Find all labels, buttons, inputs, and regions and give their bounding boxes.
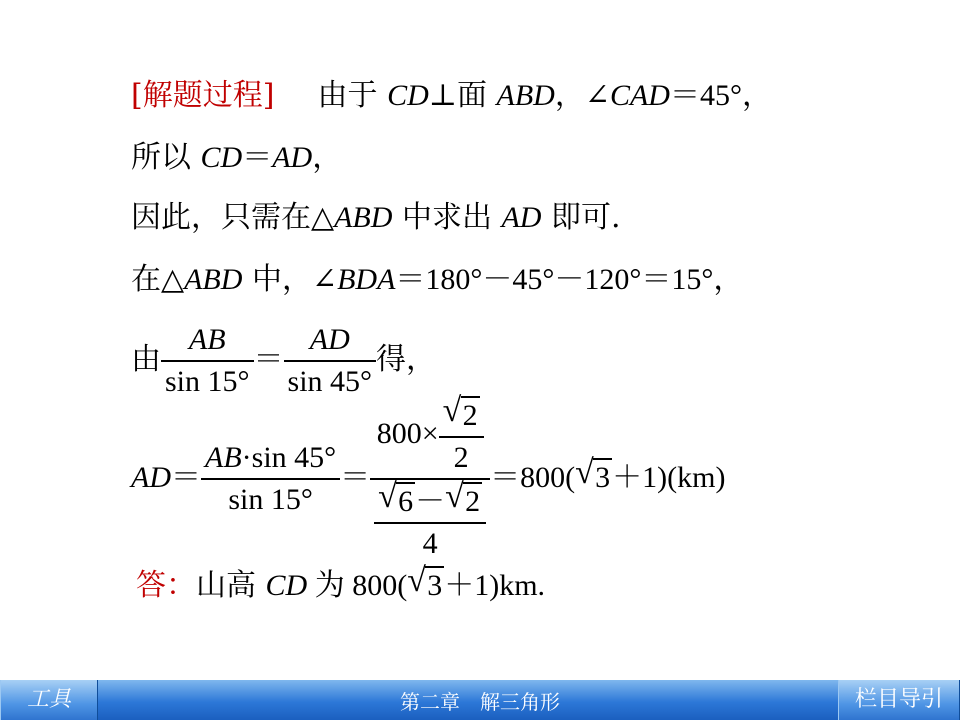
sqrt-3 [407, 562, 444, 604]
line6-eq2: ＝ [340, 460, 371, 495]
footer-bar [0, 680, 960, 720]
chapter-title: 第二章 解三角形 [400, 690, 560, 714]
answer-mid: 为 800( [307, 569, 408, 602]
fraction-ab-over-sin15 [161, 322, 254, 400]
line-4 [131, 262, 743, 298]
radical-sign-icon: √ [378, 478, 397, 515]
line3-mid: 中求出 [392, 200, 502, 235]
numerator-ab: AB [205, 441, 242, 474]
line6-tail: ＋1)(km) [612, 461, 726, 494]
fraction-denominator: 4 [422, 527, 438, 560]
line1-perp: ⊥面 [428, 78, 497, 113]
answer-label: 答： [136, 568, 196, 603]
line4-mid: 中，∠ [242, 262, 338, 297]
line4-abd: ABD [184, 263, 243, 296]
fraction-ad-over-sin45 [284, 322, 377, 400]
line5-eq: ＝ [253, 342, 284, 377]
fraction-denominator: sin 15° [228, 483, 313, 516]
numerator-800x: 800× [376, 416, 439, 450]
line1-cd: CD [387, 79, 429, 112]
line-3 [131, 200, 621, 236]
sqrt-6 [378, 478, 415, 520]
line1-angle: ，∠ [554, 78, 610, 113]
line1-abd: ABD [496, 79, 555, 112]
answer-cd: CD [265, 569, 308, 602]
fraction-sqrt2-over-2 [439, 392, 484, 476]
minus-sign: － [415, 485, 446, 518]
line1-value: ＝45°， [669, 79, 772, 112]
radical-sign-icon: √ [575, 454, 594, 491]
compound-fraction [370, 392, 490, 562]
line6-eq1: ＝ [171, 460, 201, 495]
line2-eq: ＝ [242, 140, 273, 175]
line4-value: ＝180°－45°－120°＝15°， [395, 263, 744, 296]
line5-pre: 由 [131, 342, 161, 377]
line1-text: 由于 [317, 78, 388, 113]
line5-post: 得， [376, 342, 437, 377]
line3-abd: ABD [334, 201, 393, 234]
fraction-denominator: sin 15° [165, 365, 250, 398]
sqrt-value: 2 [461, 396, 480, 434]
tools-button[interactable]: 工具 [0, 680, 98, 720]
line6-eq3: ＝800( [490, 461, 576, 494]
line2-post: ， [312, 140, 343, 175]
line2-ad: AD [272, 141, 313, 174]
numerator-rest: ·sin 45° [241, 441, 337, 474]
sqrt-value: 6 [396, 482, 415, 520]
radical-sign-icon: √ [442, 392, 462, 429]
line4-pre: 在△ [131, 262, 185, 297]
line6-lhs: AD [131, 461, 171, 494]
fraction-numerator [439, 392, 484, 438]
line-5 [131, 322, 436, 400]
line2-pre: 所以 [131, 140, 201, 175]
answer-pre: 山高 [196, 568, 266, 603]
fraction-ab-sin45-over-sin15 [201, 440, 340, 518]
radical-sign-icon: √ [407, 562, 426, 599]
sqrt-value: 3 [593, 458, 612, 496]
line-6 [131, 392, 726, 562]
heading-label: [解题过程] [131, 78, 275, 113]
fraction-denominator: sin 45° [287, 365, 373, 398]
line2-cd: CD [200, 141, 243, 174]
line3-post: 即可. [541, 200, 621, 235]
line3-ad: AD [501, 201, 542, 234]
sqrt-3 [575, 454, 612, 496]
line-1 [131, 78, 772, 114]
radical-sign-icon: √ [445, 478, 464, 515]
compound-numerator [370, 392, 490, 480]
fraction-numerator: AD [284, 322, 377, 362]
fraction-numerator: AB [161, 322, 254, 362]
fraction-numerator [201, 440, 340, 480]
fraction-sqrt6-minus-sqrt2-over-4 [374, 478, 486, 562]
sqrt-value: 2 [463, 482, 482, 520]
section-nav-button[interactable]: 栏目导引 [838, 680, 960, 720]
compound-denominator [370, 480, 490, 562]
fraction-denominator: 2 [453, 441, 469, 474]
sqrt-value: 3 [425, 566, 444, 604]
answer-line [136, 562, 546, 604]
line1-cad: CAD [609, 79, 670, 112]
fraction-numerator [374, 478, 486, 524]
line4-bda: BDA [337, 263, 396, 296]
line-2 [131, 140, 342, 176]
answer-tail: ＋1)km. [444, 569, 546, 602]
sqrt-2 [442, 392, 480, 434]
line3-pre: 因此，只需在△ [131, 200, 335, 235]
sqrt-2 [445, 478, 482, 520]
